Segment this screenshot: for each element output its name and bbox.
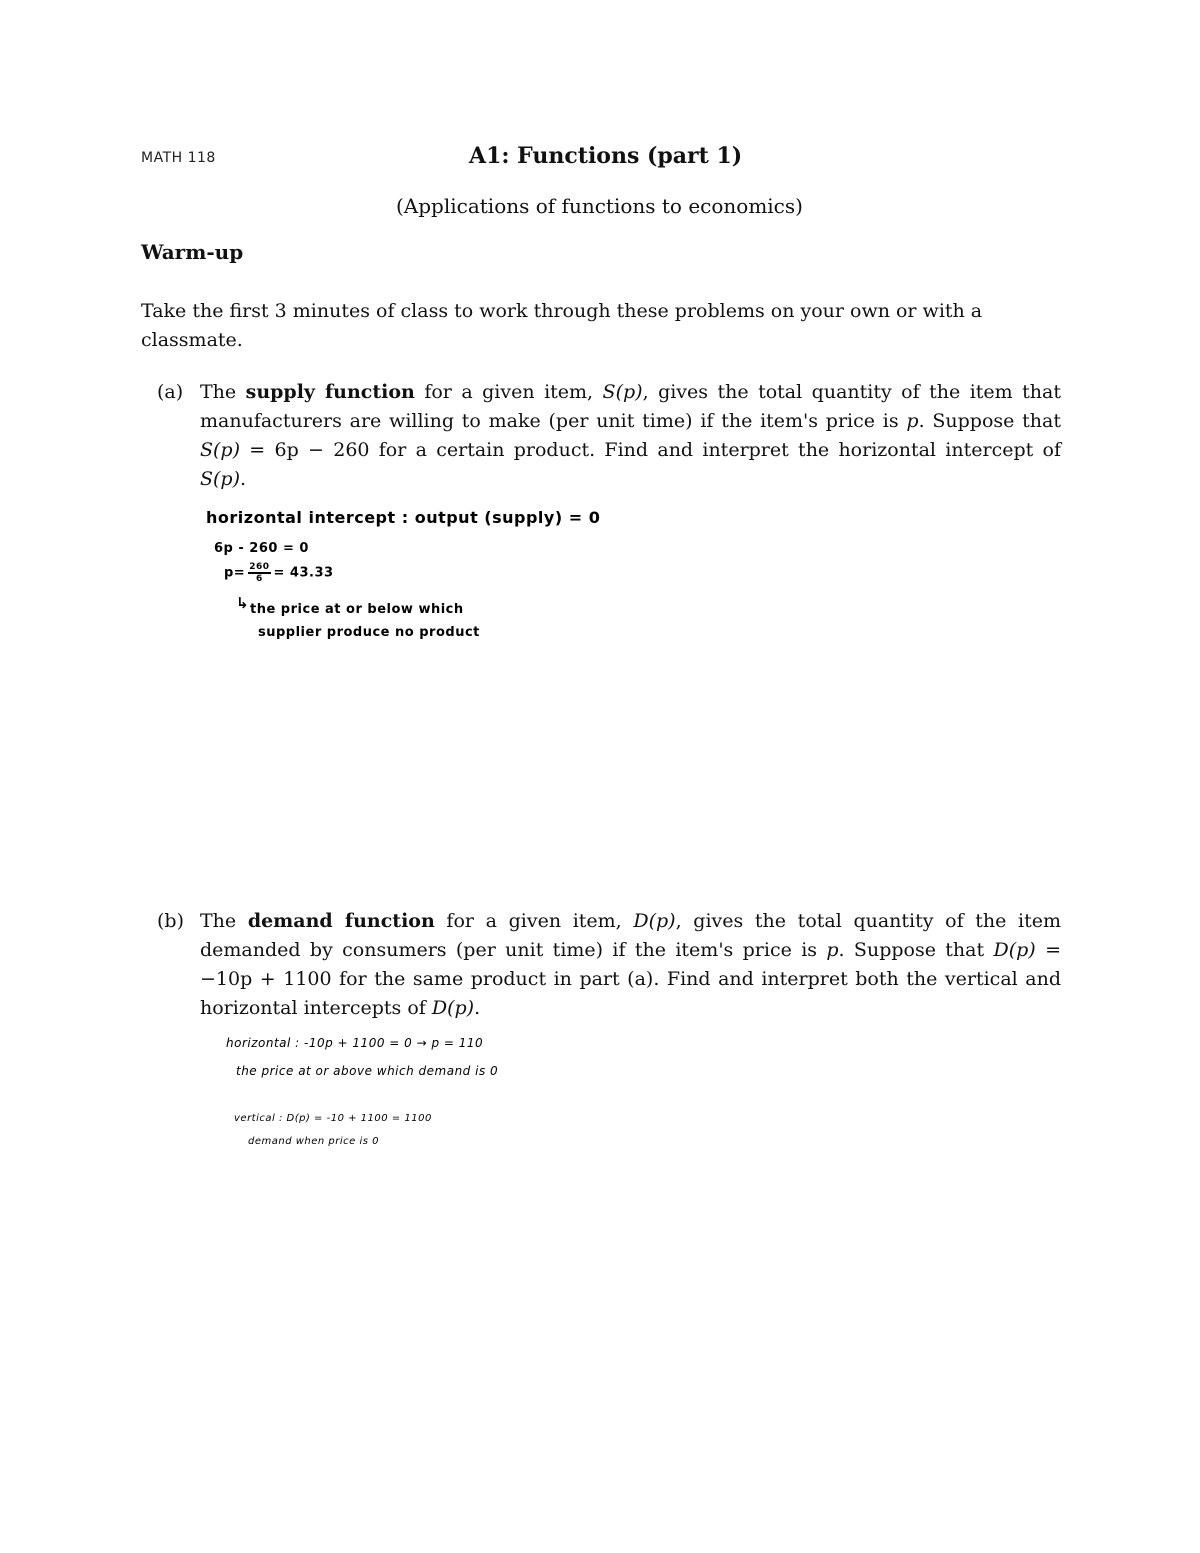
handwritten-answer-a-line-5: supplier produce no product [258,625,480,640]
page-title: A1: Functions (part 1) [469,143,743,169]
page-subtitle: (Applications of functions to economics) [396,194,803,218]
text-run: . Suppose that [918,410,1061,432]
text-run: for a given item, [434,910,634,932]
math-function: D(p) [633,910,676,932]
text-run: , gives the total quantity of the item that manufacturers are willing to make (per unit time) if the item's price is [200,381,1061,432]
defined-term: supply function [245,381,415,403]
handwritten-answer-a-line-2: 6p - 260 = 0 [214,541,309,556]
math-function: D(p) [431,997,475,1019]
math-variable: p [826,939,839,961]
handwritten-answer-b-line-1: horizontal : -10p + 1100 = 0 → p = 110 [226,1036,484,1050]
handwritten-answer-b-line-4: demand when price is 0 [248,1136,380,1147]
text-run: The [200,381,246,403]
handwritten-answer-a-line-1: horizontal intercept : output (supply) = 0 [206,508,601,527]
text-run: . [474,997,481,1019]
fraction-denominator: 6 [255,574,263,584]
text-run: for a given item, [414,381,603,403]
fraction-numerator: 260 [249,562,270,572]
problem-b [157,907,1061,1023]
course-code: MATH 118 [141,150,216,166]
problem-a [157,378,1061,494]
math-expression: = −10p + 1100 [200,939,1061,990]
handwritten-answer-b-line-3: vertical : D(p) = -10 + 1100 = 1100 [234,1113,432,1124]
handwritten-fraction [248,562,270,584]
text-run: . [240,468,247,490]
problem-text [200,907,1061,1023]
math-variable: p [906,410,919,432]
handwritten-answer-b-line-2: the price at or above which demand is 0 [236,1064,499,1078]
problem-label: (b) [157,910,184,932]
handwritten-answer-a-line-4: the price at or below which [250,602,464,617]
math-function: S(p) [602,381,643,403]
problem-text [200,378,1061,494]
math-expression: = 6p − 260 [240,439,370,461]
math-function: S(p) [200,468,241,490]
text-run: for the same product in part (a). Find and interpret both the vertical and horizontal intercepts of [200,968,1061,1019]
text-run: = 43.33 [273,565,334,581]
defined-term: demand function [247,910,435,932]
math-function: S(p) [200,439,241,461]
text-run: , gives the total quantity of the item demanded by consumers (per unit time) if the item's price is [200,910,1061,961]
text-run: p= [224,565,246,581]
math-function: D(p) [993,939,1036,961]
handwritten-answer-a-line-3 [224,562,334,584]
arrow-icon: ↳ [236,594,250,612]
text-run: for a certain product. Find and interpret the horizontal intercept of [369,439,1061,461]
problem-label: (a) [157,381,184,403]
text-run: . Suppose that [838,939,994,961]
section-heading: Warm-up [141,240,244,264]
text-run: The [200,910,248,932]
intro-paragraph: Take the first 3 minutes of class to work through these problems on your own or with a classmate. [141,300,983,351]
